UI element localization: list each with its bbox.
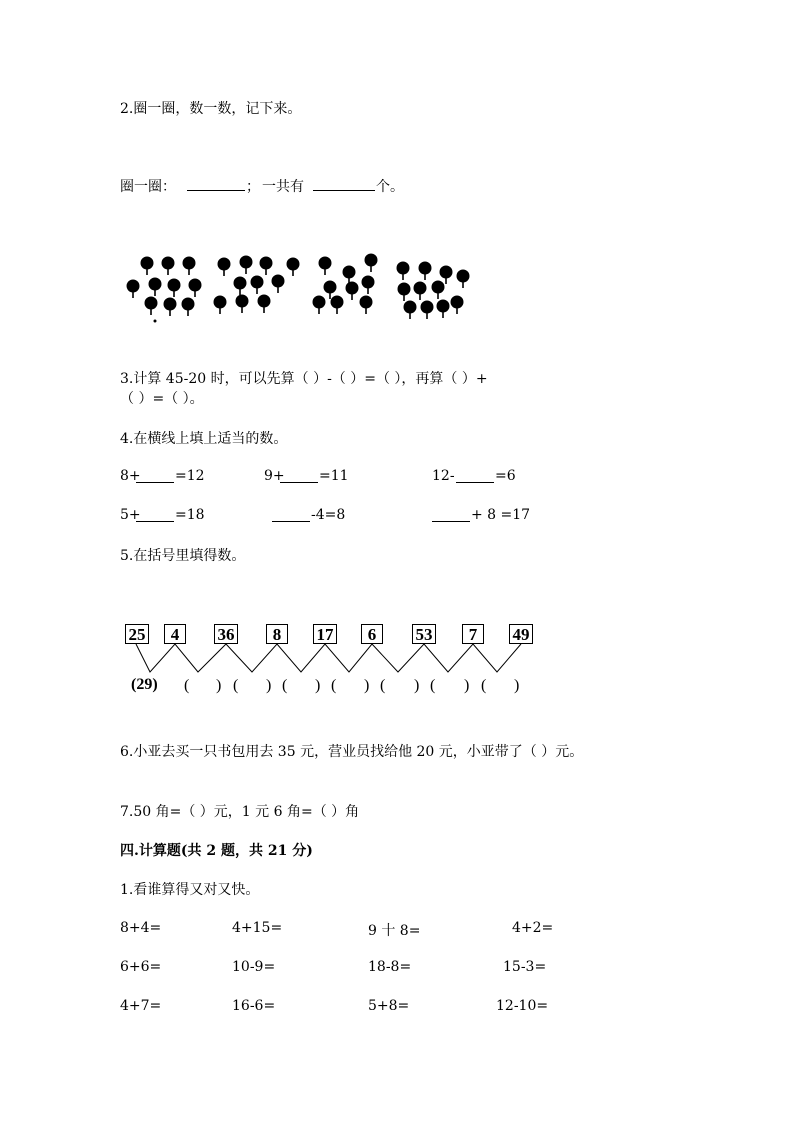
tree-icon <box>414 282 426 300</box>
tree-icon <box>343 266 355 284</box>
q4-item-6-post: + 8 =17 <box>471 507 531 523</box>
q2-prompt-a: 圈一圈： <box>120 179 176 195</box>
calc-item: 4+7= <box>120 998 162 1014</box>
tree-icon <box>168 279 180 297</box>
tree-icon <box>218 258 230 276</box>
q5-paren-close: ) <box>414 677 420 694</box>
q7-text: 7.50 角=（ ）元，1 元 6 角=（ ）角 <box>120 804 360 820</box>
tree-icon <box>324 281 336 299</box>
tree-icon <box>313 296 325 314</box>
tree-icon <box>141 257 153 275</box>
speck-mark <box>154 320 156 322</box>
q5-box-1: 25 <box>125 624 149 644</box>
q2-answer-blank-2[interactable] <box>313 190 375 191</box>
tree-icon <box>432 281 444 299</box>
section-4-title: 四.计算题(共 2 题，共 21 分) <box>120 843 313 859</box>
q5-example-answer: (29) <box>131 676 158 693</box>
q5-title: 5.在括号里填得数。 <box>120 548 246 564</box>
tree-icon <box>234 277 246 295</box>
calc-item: 18-8= <box>368 959 412 975</box>
q4-item-1-post: =12 <box>175 468 205 484</box>
q4-item-1-blank[interactable] <box>136 482 174 483</box>
q5-paren-close: ) <box>266 677 272 694</box>
calc-item: 8+4= <box>120 920 162 936</box>
tree-icon <box>440 266 452 284</box>
tree-icon <box>260 257 272 275</box>
calc-item: 10-9= <box>232 959 276 975</box>
tree-icon <box>287 258 299 276</box>
tree-icon <box>149 278 161 296</box>
tree-icon <box>451 296 463 314</box>
tree-icon <box>397 262 409 280</box>
q5-paren-open: ( <box>282 677 288 694</box>
q4-item-2-blank[interactable] <box>280 482 318 483</box>
q5-box-6: 6 <box>361 624 383 644</box>
tree-icon <box>362 276 374 294</box>
q4-item-5-blank[interactable] <box>272 521 310 522</box>
calc-item: 6+6= <box>120 959 162 975</box>
calc-item: 5+8= <box>368 998 410 1014</box>
tree-icon <box>258 295 270 313</box>
calc-item: 15-3= <box>503 959 547 975</box>
q4-item-3-post: =6 <box>495 468 516 484</box>
q4-item-1-pre: 8+ <box>120 468 141 484</box>
q4-item-4-blank[interactable] <box>136 521 174 522</box>
q5-box-8: 7 <box>462 624 484 644</box>
tree-icon <box>437 300 449 318</box>
q2-separator: ； <box>246 179 260 195</box>
q4-item-4-pre: 5+ <box>120 507 141 523</box>
q5-paren-open: ( <box>481 677 487 694</box>
q5-paren-open: ( <box>380 677 386 694</box>
q5-paren-open: ( <box>430 677 436 694</box>
tree-icon <box>319 257 331 275</box>
q5-box-7: 53 <box>412 624 436 644</box>
calc-item: 9 十 8= <box>368 923 421 939</box>
q5-paren-close: ) <box>364 677 370 694</box>
q5-paren-close: ) <box>315 677 321 694</box>
tree-icon <box>183 257 195 275</box>
q4-item-3-pre: 12- <box>432 468 455 484</box>
q5-paren-close: ) <box>464 677 470 694</box>
tree-icon <box>404 301 416 319</box>
q4-item-4-post: =18 <box>175 507 205 523</box>
tree-icon <box>398 283 410 301</box>
q4-item-5-post: -4=8 <box>311 507 346 523</box>
calc-item: 16-6= <box>232 998 276 1014</box>
tree-icon <box>127 280 139 298</box>
q4-title: 4.在横线上填上适当的数。 <box>120 431 288 447</box>
tree-icon <box>162 257 174 275</box>
calc-item: 4+2= <box>512 920 554 936</box>
q4-item-6-blank[interactable] <box>432 521 470 522</box>
tree-icon <box>419 262 431 280</box>
calc-item: 12-10= <box>496 998 549 1014</box>
tree-icon <box>365 254 377 272</box>
tree-icon <box>236 295 248 313</box>
tree-icon <box>421 301 433 319</box>
tree-icon <box>182 298 194 316</box>
q5-paren-close: ) <box>216 677 222 694</box>
q4-item-2-pre: 9+ <box>264 468 285 484</box>
q5-box-2: 4 <box>164 624 186 644</box>
q2-answer-blank-1[interactable] <box>187 190 245 191</box>
q4-item-2-post: =11 <box>319 468 349 484</box>
q5-paren-open: ( <box>233 677 239 694</box>
q5-box-5: 17 <box>313 624 337 644</box>
q3-line-2: （ ）=（ ）。 <box>120 391 204 407</box>
tree-icon <box>251 276 263 294</box>
tree-icon <box>360 296 372 314</box>
q5-paren-close: ) <box>514 677 520 694</box>
tree-icon <box>272 275 284 293</box>
q5-box-4: 8 <box>266 624 288 644</box>
q2-suffix: 个。 <box>376 179 404 195</box>
q6-text: 6.小亚去买一只书包用去 35 元，营业员找给他 20 元，小亚带了（ ）元。 <box>120 744 584 760</box>
tree-icon <box>346 282 358 300</box>
q3-line-1: 3.计算 45-20 时，可以先算（ ）-（ ）=（ ），再算（ ）+ <box>120 371 488 387</box>
q2-title: 2.圈一圈，数一数，记下来。 <box>120 101 302 117</box>
tree-icon <box>214 296 226 314</box>
q4-item-3-blank[interactable] <box>456 482 494 483</box>
tree-icon <box>189 279 201 297</box>
q5-paren-open: ( <box>184 677 190 694</box>
tree-icon <box>457 270 469 288</box>
tree-icon <box>240 256 252 274</box>
calc-item: 4+15= <box>232 920 283 936</box>
tree-icon <box>164 298 176 316</box>
calc-title: 1.看谁算得又对又快。 <box>120 882 260 898</box>
q5-box-9: 49 <box>509 624 533 644</box>
tree-icon <box>145 297 157 315</box>
q5-box-3: 36 <box>214 624 238 644</box>
q5-paren-open: ( <box>331 677 337 694</box>
tree-icon <box>331 296 343 314</box>
q2-prompt-b: 一共有 <box>262 179 304 195</box>
